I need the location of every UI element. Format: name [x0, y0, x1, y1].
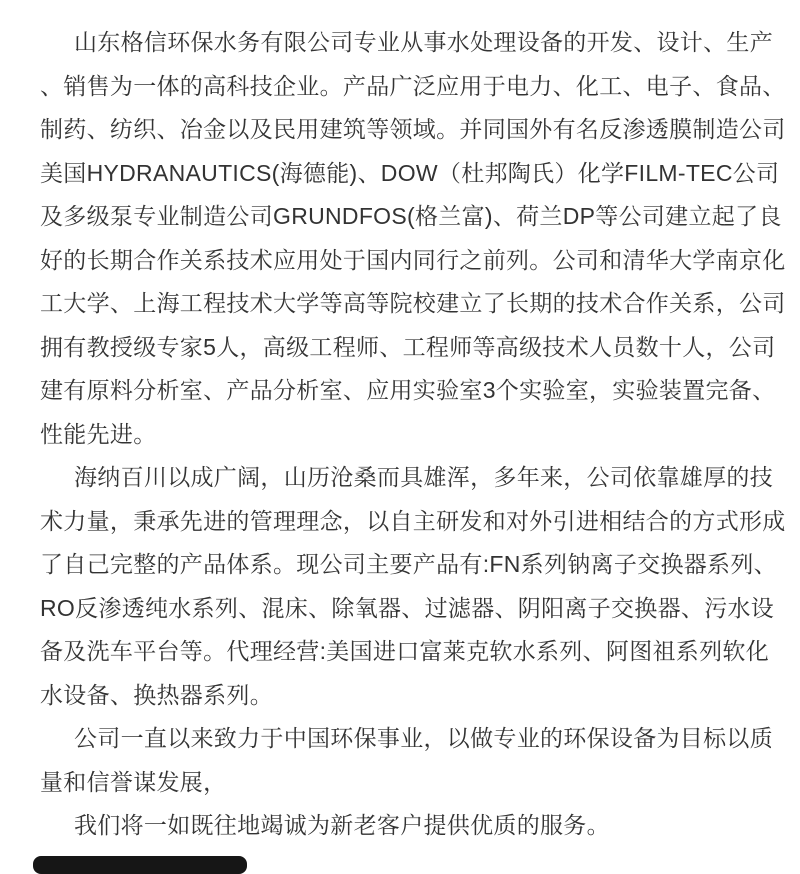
text-line: 好的长期合作关系技术应用处于国内同行之前列。公司和清华大学南京化	[40, 246, 786, 273]
text-line: 美国HYDRANAUTICS(海德能)、DOW（杜邦陶氏）化学FILM-TEC公司	[40, 159, 780, 186]
text-line: 性能先进。	[40, 420, 157, 447]
text-line: 我们将一如既往地竭诚为新老客户提供优质的服务。	[74, 812, 610, 838]
paragraph	[40, 717, 773, 804]
text-line: 公司一直以来致力于中国环保事业，以做专业的环保设备为目标以质	[74, 725, 773, 751]
text-line: RO反渗透纯水系列、混床、除氧器、过滤器、阴阳离子交换器、污水设	[40, 594, 775, 621]
text-line: 了自己完整的产品体系。现公司主要产品有:FN系列钠离子交换器系列、	[40, 551, 777, 577]
text-line: 及多级泵专业制造公司GRUNDFOS(格兰富)、荷兰DP等公司建立起了良	[40, 203, 782, 229]
text-line: 工大学、上海工程技术大学等高等院校建立了长期的技术合作关系，公司	[40, 290, 786, 316]
text-line: 山东格信环保水务有限公司专业从事水处理设备的开发、设计、生产	[74, 29, 773, 55]
text-line: 术力量，秉承先进的管理理念，以自主研发和对外引进相结合的方式形成	[40, 507, 786, 534]
paragraph	[40, 456, 786, 717]
paragraph	[40, 804, 766, 848]
text-line: 备及洗车平台等。代理经营:美国进口富莱克软水系列、阿图祖系列软化	[40, 638, 769, 664]
text-line: 水设备、换热器系列。	[40, 681, 273, 708]
text-line: 海纳百川以成广阔，山历沧桑而具雄浑，多年来，公司依靠雄厚的技	[74, 464, 773, 490]
paragraph	[40, 21, 786, 456]
text-line: 拥有教授级专家5人，高级工程师、工程师等高级技术人员数十人，公司	[40, 333, 776, 360]
text-line: 建有原料分析室、产品分析室、应用实验室3个实验室，实验装置完备、	[40, 377, 776, 403]
cutoff-bottom-bar	[33, 856, 247, 874]
text-line: 量和信誉谋发展，	[40, 768, 227, 795]
text-line: 、销售为一体的高科技企业。产品广泛应用于电力、化工、电子、食品、	[40, 72, 786, 99]
text-line: 制药、纺织、冶金以及民用建筑等领域。并同国外有名反渗透膜制造公司	[40, 116, 786, 142]
